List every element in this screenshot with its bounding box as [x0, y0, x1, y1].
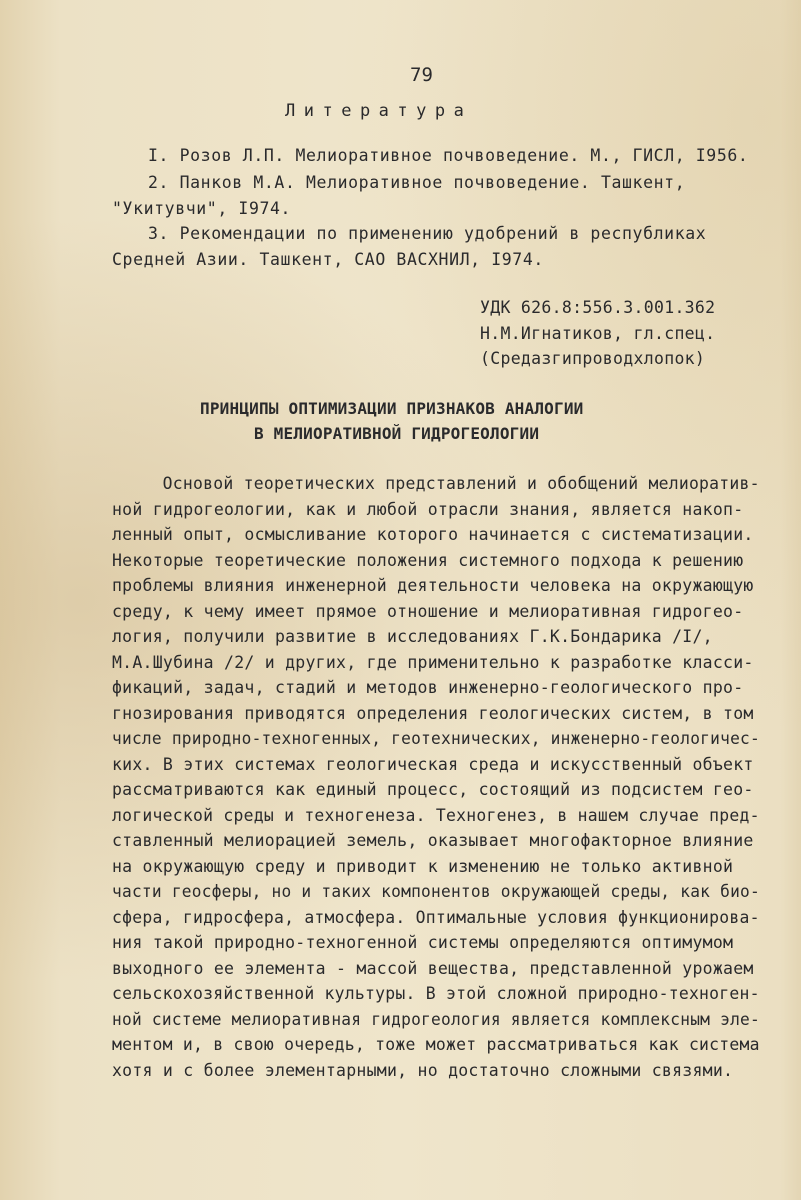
literature-heading: Литература: [285, 101, 473, 121]
body-line: выходного ее элемента - массой вещества, представленной урожаем: [112, 959, 754, 978]
affiliation-line: (Средазгипроводхлопок): [480, 349, 706, 368]
reference-line: I. Розов Л.П. Мелиоративное почвоведение. М., ГИСЛ, I956.: [148, 146, 749, 165]
body-line: числе природно-техногенных, геотехнических, инженерно-геологичес-: [112, 729, 760, 748]
page-number: 79: [410, 64, 433, 86]
body-line: рассматриваются как единый процесс, состоящий из подсистем гео-: [112, 780, 754, 799]
body-line: части геосферы, но и таких компонентов окружающей среды, как био-: [112, 882, 760, 901]
reference-line: 2. Панков М.А. Мелиоративное почвоведение. Ташкент,: [148, 173, 686, 192]
body-line: ной системе мелиоративная гидрогеология является комплексным эле-: [112, 1010, 760, 1029]
body-line: логия, получили развитие в исследованиях Г.К.Бондарика /I/,: [112, 627, 713, 646]
body-line: хотя и с более элементарными, но достаточно сложными связями.: [112, 1061, 734, 1080]
reference-line: "Укитувчи", I974.: [112, 199, 292, 218]
body-line: сфера, гидросфера, атмосфера. Оптимальные условия функционирова-: [112, 908, 760, 927]
body-line: ментом и, в свою очередь, тоже может рассматриваться как система: [112, 1035, 760, 1054]
body-line: фикаций, задач, стадий и методов инженерно-геологического про-: [112, 678, 744, 697]
body-line: гнозирования приводятся определения геологических систем, в том: [112, 704, 754, 723]
body-line: Основой теоретических представлений и обобщений мелиоратив-: [112, 474, 760, 493]
body-line: среду, к чему имеет прямое отношение и мелиоративная гидрогео-: [112, 602, 744, 621]
body-line: ленный опыт, осмысливание которого начинается с систематизации.: [112, 525, 754, 544]
reference-line: Средней Азии. Ташкент, САО ВАСХНИЛ, I974.: [112, 250, 544, 269]
body-line: на окружающую среду и приводит к изменению не только активной: [112, 857, 734, 876]
body-line: ния такой природно-техногенной системы определяются оптимумом: [112, 933, 734, 952]
body-line: проблемы влияния инженерной деятельности человека на окружающую: [112, 576, 754, 595]
body-line: М.А.Шубина /2/ и других, где применительно к разработке класси-: [112, 653, 754, 672]
author-line: Н.М.Игнатиков, гл.спец.: [480, 324, 716, 343]
body-line: ставленный мелиорацией земель, оказывает многофакторное влияние: [112, 831, 754, 850]
body-line: ной гидрогеологии, как и любой отрасли знания, является накоп-: [112, 500, 744, 519]
reference-line: 3. Рекомендации по применению удобрений в республиках: [148, 224, 707, 243]
udk-code: УДК 626.8:556.3.001.362: [480, 298, 716, 317]
body-line: Некоторые теоретические положения системного подхода к решению: [112, 551, 744, 570]
article-title-line: ПРИНЦИПЫ ОПТИМИЗАЦИИ ПРИЗНАКОВ АНАЛОГИИ: [200, 399, 584, 418]
article-title-line: В МЕЛИОРАТИВНОЙ ГИДРОГЕОЛОГИИ: [254, 424, 540, 443]
body-line: ких. В этих системах геологическая среда и искусственный объект: [112, 755, 754, 774]
body-line: сельскохозяйственной культуры. В этой сложной природно-техноген-: [112, 984, 760, 1003]
body-line: логической среды и техногенеза. Техногенез, в нашем случае пред-: [112, 806, 760, 825]
